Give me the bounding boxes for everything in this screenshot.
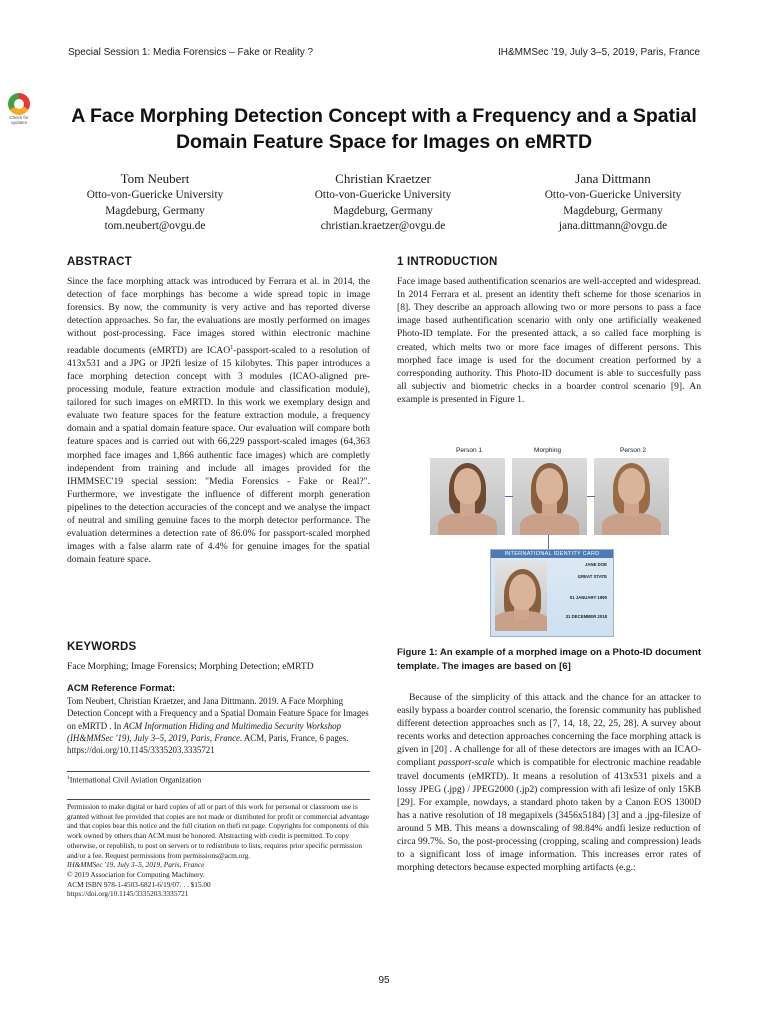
author-2 [268, 170, 498, 235]
author-location: Magdeburg, Germany [333, 204, 433, 217]
arrow-down-icon [548, 535, 549, 549]
id-card-field-state: GREAT STATE [577, 574, 607, 579]
author-1 [40, 170, 270, 235]
id-card-header: INTERNATIONAL IDENTITY CARD [491, 550, 613, 558]
figure-1-caption: Figure 1: An example of a morphed image on a Photo-ID document template. The images are based on [6] [397, 647, 702, 672]
paper-title: A Face Morphing Detection Concept with a Frequency and a Spatial Domain Feature Space for Images on eMRTD [71, 105, 697, 153]
running-head-left: Special Session 1: Media Forensics – Fake or Reality ? [68, 47, 314, 58]
figure-label-person-1: Person 1 [456, 447, 483, 454]
badge-text: Check for updates [9, 115, 29, 125]
abstract-section [67, 256, 370, 566]
figure-1 [430, 447, 668, 637]
permission-doi[interactable]: https://doi.org/10.1145/3335203.3335721 [67, 889, 189, 899]
figure-label-morphing: Morphing [534, 447, 562, 454]
acm-reference-heading: ACM Reference Format: [67, 683, 176, 694]
author-email[interactable]: tom.neubert@ovgu.de [104, 220, 206, 232]
author-name: Tom Neubert [120, 171, 190, 186]
morphing-photo [512, 458, 587, 535]
footnote-mark[interactable]: 1 [230, 343, 234, 351]
author-email[interactable]: jana.dittmann@ovgu.de [558, 220, 668, 232]
permission-copyright: © 2019 Association for Computing Machinery. [67, 869, 205, 879]
acm-reference-section [67, 683, 370, 756]
introduction-para-1: Face image based authentification scenarios are well-accepted and widespread. In 2014 Ferrara et al. present an identity theft scheme for those scenarios in [8]. They describe an approach allowing two or more persons to pass a face image based authentification scenario with only one artificially weakened Photo-ID template. For the presented attack, a so called face morphing is created, which melts two or more face images of different persons. This morphed face image is used for the document creation performed by a corresponding authority. This Photo-ID document is able to succesfully pass all subjectiv and biometric checks in a boarder control scenario [9]. An example is presented in Figure 1. [397, 276, 701, 405]
keywords-section [67, 641, 370, 673]
author-name: Christian Kraetzer [335, 171, 431, 186]
person-2-photo [594, 458, 669, 535]
author-email[interactable]: christian.kraetzer@ovgu.de [320, 220, 446, 232]
id-card-field-name: JANE DOE [585, 562, 607, 567]
author-location: Magdeburg, Germany [105, 204, 205, 217]
author-name: Jana Dittmann [575, 171, 651, 186]
permission-notice [67, 799, 370, 899]
footnote: $^1$International Civil Aviation Organization [67, 771, 370, 785]
abstract-heading: ABSTRACT [67, 256, 132, 268]
introduction-section [397, 256, 701, 406]
permission-venue: IH&MMSec '19, July 3–5, 2019, Paris, France [67, 860, 205, 870]
check-for-updates-icon [8, 93, 30, 115]
introduction-continued [397, 691, 701, 874]
permission-isbn: ACM ISBN 978-1-4503-6821-6/19/07. . . $15.00 [67, 879, 211, 889]
arrow-right-icon [505, 496, 513, 497]
author-3 [498, 170, 728, 235]
introduction-heading: 1 INTRODUCTION [397, 256, 498, 268]
check-for-updates-badge[interactable] [4, 93, 34, 126]
page-number: 95 [378, 975, 390, 986]
author-location: Magdeburg, Germany [563, 204, 663, 217]
running-head-right: IH&MMSec '19, July 3–5, 2019, Paris, France [498, 47, 700, 58]
person-1-photo [430, 458, 505, 535]
id-card-field-expiry: 31 DECEMBER 2018 [565, 614, 607, 619]
id-card-template [490, 549, 614, 637]
keywords-text: Face Morphing; Image Forensics; Morphing Detection; eMRTD [67, 661, 314, 673]
figure-label-person-2: Person 2 [620, 447, 647, 454]
abstract-text: Since the face morphing attack was introduced by Ferrara et al. in 2014, the detection of face morphings has become a wide spread topic in image forensics. By now, the community is very active and has reported diverse detection approaches. So far, the evaluations are mostly performed on images without post-processing. Face images stored within electronic machine readable documents (eMRTD) are ICAO$^1$-passport-scaled to a resolution of 413x531 and a JPG or JP2fi lesize of 15 kilobytes. This paper introduces a face morphing detection concept with 3 modules (ICAO-aligned pre-processing module, feature extraction module and classification module), tailored for such images on eMRTD. In this work we exemplary design and evaluate two feature spaces for the feature extraction module, a frequency domain and a spatial domain feature space. Our evaluation will compare both feature spaces and is carried out with 66,229 passport-scaled images (64,363 morphed face images and 1,866 authentic face images) which are completly independent from training and include all images provided for the IHMMSEC'19 special session: "Media Forensics - Fake or Real?". Furthermore, we investigate the influence of different morph generation pipelines to the detection accuracies of the concept and we analyse the impact of neutral and smiling genuine faces to the morph detector performance. The evaluation determines a detection rate of 86.0% for passport-scaled morphed images with a false alarm rate of 4.4% for genuine images for the spatial domain feature space. [67, 276, 370, 566]
introduction-para-2: Because of the simplicity of this attack and the chance for an attacker to easily bypass a boarder control scenario, the forensic community has published different detection approaches such as [7, 14, 18, 22, 25, 28]. A survey about recents works and detection approaches concerning the face morphing attack is given in [20] . A challenge for all of these detectors are images with an ICAO-compliant passport-scale which is compatible for electronic machine readable travel documents (eMRTD). It means a resolution of 413x531 pixels and a lossy JPEG (.jpg) / JPEG2000 (.jp2) compression with afi lesize of only 15KB [29]. For example, nowdays, a standard photo taken by a Canon EOS 1300D has a native resolution of 18 megapixels (3456x5184) [3] and a .jpg-filesize of around 5 MB. This means a downscaling of 98.84% andfi lesize reduction of circa 99.7%. So, the post-processing (cropping, scaling and compression) leads to a significant loss of image information. This increases error rates of morphing detectors because expected morphing artifacts (e.g.: [397, 692, 702, 874]
keywords-heading: KEYWORDS [67, 641, 137, 653]
id-card-field-birth: 01 JANUARY 1990 [569, 595, 607, 600]
author-affiliation: Otto-von-Guericke University [86, 189, 224, 201]
id-card-photo [495, 561, 547, 631]
author-affiliation: Otto-von-Guericke University [544, 189, 682, 201]
permission-text: Permission to make digital or hard copies of all or part of this work for personal or classroom use is granted without fee provided that copies are not made or distributed for profit or commercial advantage and that copies bear this notice and the full citation on thefi rst page. Copyrights for components of this work owned by others than ACM must be honored. Abstracting with credit is permitted. To copy otherwise, or republish, to post on servers or to redistribute to lists, requires prior specific permission and/or a fee. Request permissions from permissions@acm.org. [67, 802, 370, 860]
arrow-left-icon [587, 496, 595, 497]
author-affiliation: Otto-von-Guericke University [314, 189, 452, 201]
acm-reference-text: Tom Neubert, Christian Kraetzer, and Jana Dittmann. 2019. A Face Morphing Detection Concept with a Frequency and a Spatial Domain Feature Space for Images on eMRTD . In ACM Information Hiding and Multimedia Security Workshop (IH&MMSec '19), July 3–5, 2019, Paris, France. ACM, Paris, France, 6 pages. https://doi.org/10.1145/3335203.3335721 [67, 696, 369, 756]
